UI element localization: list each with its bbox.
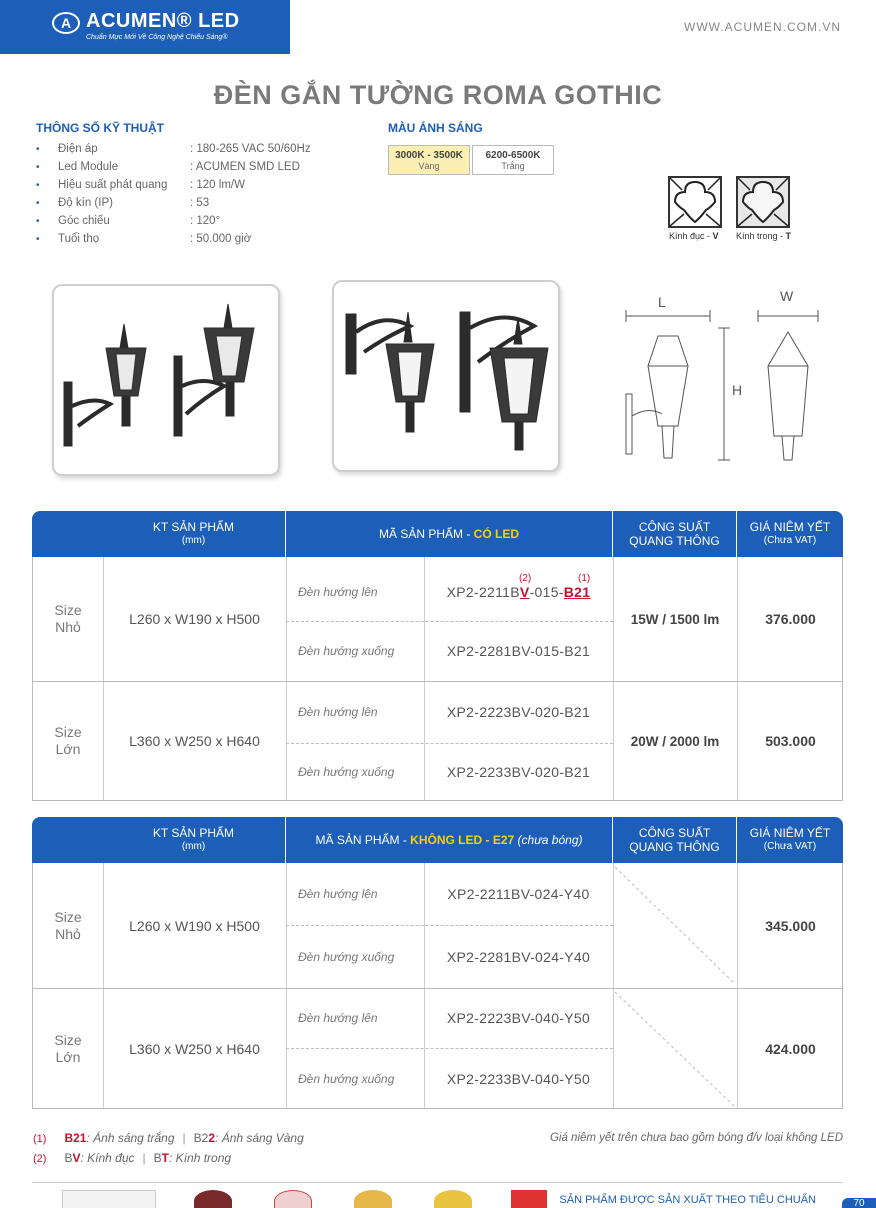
header-power: CÔNG SUẤT QUANG THÔNG	[612, 511, 736, 557]
table-row	[33, 557, 842, 681]
website-url[interactable]: WWW.ACUMEN.COM.VN	[684, 20, 841, 34]
price: 345.000	[765, 917, 816, 934]
spec-value: : 120°	[190, 215, 221, 227]
size-label: Size Lớn	[54, 724, 82, 757]
cert-seal-icon	[194, 1190, 232, 1208]
table-row	[33, 863, 842, 988]
spec-item	[36, 140, 311, 158]
dimension-drawing	[618, 286, 848, 476]
bullet-icon: •	[36, 215, 40, 227]
footnote-marker-2: (2)	[519, 573, 532, 584]
footnote-2: (2) BV: Kính đục | BT: Kính trong	[33, 1151, 232, 1165]
footnote-1: (1) B21: Ánh sáng trắng | B22: Ánh sáng Vàng	[33, 1131, 304, 1145]
specs-list	[36, 140, 311, 248]
spec-value: : ACUMEN SMD LED	[190, 161, 300, 173]
table-row	[33, 681, 842, 801]
swatch-name: Trắng	[501, 161, 525, 171]
direction-down: Đèn hướng xuống	[298, 1071, 395, 1086]
spec-label: Tuổi thọ	[58, 233, 100, 245]
spec-item	[36, 176, 311, 194]
acumen-logo-icon: A	[52, 12, 80, 34]
footer-standard-text: SẢN PHẨM ĐƯỢC SẢN XUẤT THEO TIÊU CHUẨN	[559, 1194, 816, 1206]
product-photo-clear	[332, 280, 560, 472]
spec-value: : 50.000 giờ	[190, 233, 252, 245]
price: 376.000	[765, 611, 816, 627]
size-label: Size Nhỏ	[54, 908, 82, 942]
swatch-cool	[472, 145, 554, 175]
dimension-label-l: L	[658, 294, 666, 310]
table-row	[33, 988, 842, 1109]
logo-banner	[0, 0, 290, 54]
spec-item	[36, 230, 311, 248]
footer-divider	[32, 1182, 843, 1183]
header-code: MÃ SẢN PHẨM - KHÔNG LED - E27 (chưa bóng)	[285, 817, 612, 863]
product-code[interactable]: XP2-2223BV-020-B21	[446, 704, 591, 720]
bullet-icon: •	[36, 233, 40, 245]
logo-text: ACUMEN® LED	[86, 10, 240, 32]
bullet-icon: •	[36, 143, 40, 155]
swatch-kelvin: 6200-6500K	[485, 150, 541, 161]
product-code[interactable]: XP2-2223BV-040-Y50	[446, 1010, 591, 1026]
clear-glass-caption: Kính trong - T	[736, 231, 792, 241]
header-power: CÔNG SUẤT QUANG THÔNG	[612, 817, 736, 863]
swatch-warm	[388, 145, 470, 175]
product-code[interactable]: XP2-2233BV-020-B21	[446, 764, 591, 780]
price-table-led	[32, 511, 843, 801]
footnote-marker-1: (1)	[578, 573, 591, 584]
product-code[interactable]: XP2-2211BV-024-Y40	[447, 886, 590, 902]
swatch-name: Vàng	[418, 161, 440, 171]
wall-lamp-pair-icon	[54, 286, 278, 474]
spec-label: Led Module	[58, 161, 119, 173]
spec-label: Hiệu suất phát quang	[58, 179, 168, 191]
spec-label: Điện áp	[58, 143, 98, 155]
page-title: ĐÈN GẮN TƯỜNG ROMA GOTHIC	[213, 80, 663, 110]
clear-glass-pattern-icon	[736, 176, 790, 228]
bullet-icon: •	[36, 161, 40, 173]
gold-medal-icon	[434, 1190, 472, 1208]
product-code[interactable]: XP2-2281BV-024-Y40	[446, 948, 591, 965]
wall-lamp-pair-icon	[334, 282, 558, 470]
spec-value: : 180-265 VAC 50/60Hz	[190, 143, 311, 155]
frosted-glass-caption: Kính đục - V	[669, 231, 719, 241]
dimension-label-h: H	[732, 382, 743, 398]
quality-seal-icon	[274, 1190, 312, 1208]
dimensions: L260 x W190 x H500	[129, 611, 260, 627]
spec-item	[36, 194, 311, 212]
logo-tagline: Chuẩn Mực Mới Về Công Nghệ Chiếu Sáng®	[86, 34, 228, 41]
iso-cert-badge-icon	[62, 1190, 156, 1208]
spec-value: : 120 lm/W	[190, 179, 245, 191]
price-disclaimer: Giá niêm yết trên chưa bao gồm bóng đ/v loại không LED	[549, 1132, 843, 1144]
brand-award-icon	[511, 1190, 547, 1208]
price-table-no-led	[32, 817, 843, 1109]
spec-label: Góc chiếu	[58, 215, 110, 227]
direction-up: Đèn hướng lên	[298, 705, 378, 719]
spec-value: : 53	[190, 197, 210, 209]
product-code[interactable]: XP2-2281BV-015-B21	[446, 643, 591, 659]
power-output: 15W / 1500 lm	[630, 611, 720, 627]
size-label: Size Lớn	[54, 1031, 82, 1065]
spec-item	[36, 212, 311, 230]
header-dims: KT SẢN PHẨM (mm)	[152, 520, 235, 546]
dimensions: L360 x W250 x H640	[129, 733, 260, 749]
bullet-icon: •	[36, 197, 40, 209]
product-code[interactable]: XP2-2211B V -015- B2 1	[446, 584, 591, 600]
bullet-icon: •	[36, 179, 40, 191]
product-code[interactable]: XP2-2233BV-040-Y50	[446, 1070, 591, 1087]
price: 424.000	[765, 1040, 816, 1057]
spec-item	[36, 158, 311, 176]
page-number: 70	[842, 1198, 876, 1208]
dimensions: L360 x W250 x H640	[129, 1040, 260, 1057]
price: 503.000	[765, 733, 816, 749]
table-body	[32, 863, 843, 1109]
direction-up: Đèn hướng lên	[298, 887, 378, 901]
product-photo-frosted	[52, 284, 280, 476]
direction-down: Đèn hướng xuống	[298, 949, 395, 964]
specs-heading: THÔNG SỐ KỸ THUẬT	[36, 121, 164, 135]
size-label: Size Nhỏ	[54, 602, 82, 635]
direction-up: Đèn hướng lên	[298, 1011, 378, 1025]
spec-label: Độ kín (IP)	[58, 197, 113, 209]
light-color-heading: MÀU ÁNH SÁNG	[388, 121, 483, 135]
gold-award-icon	[354, 1190, 392, 1208]
table-header	[32, 511, 843, 557]
header-price: GIÁ NIÊM YẾT (Chưa VAT)	[736, 511, 843, 557]
table-header	[32, 817, 843, 863]
frosted-glass-pattern-icon	[668, 176, 722, 228]
header-dims: KT SẢN PHẨM (mm)	[152, 826, 235, 852]
dimensions: L260 x W190 x H500	[129, 917, 260, 934]
power-output: 20W / 2000 lm	[630, 733, 720, 749]
header-code: MÃ SẢN PHẨM - CÓ LED	[285, 511, 612, 557]
dimension-label-w: W	[780, 288, 794, 304]
table-body	[32, 557, 843, 801]
direction-down: Đèn hướng xuống	[298, 765, 395, 779]
direction-up: Đèn hướng lên	[298, 585, 378, 599]
swatch-kelvin: 3000K - 3500K	[395, 150, 463, 161]
direction-down: Đèn hướng xuống	[298, 644, 395, 658]
header-price: GIÁ NIÊM YẾT (Chưa VAT)	[736, 817, 843, 863]
